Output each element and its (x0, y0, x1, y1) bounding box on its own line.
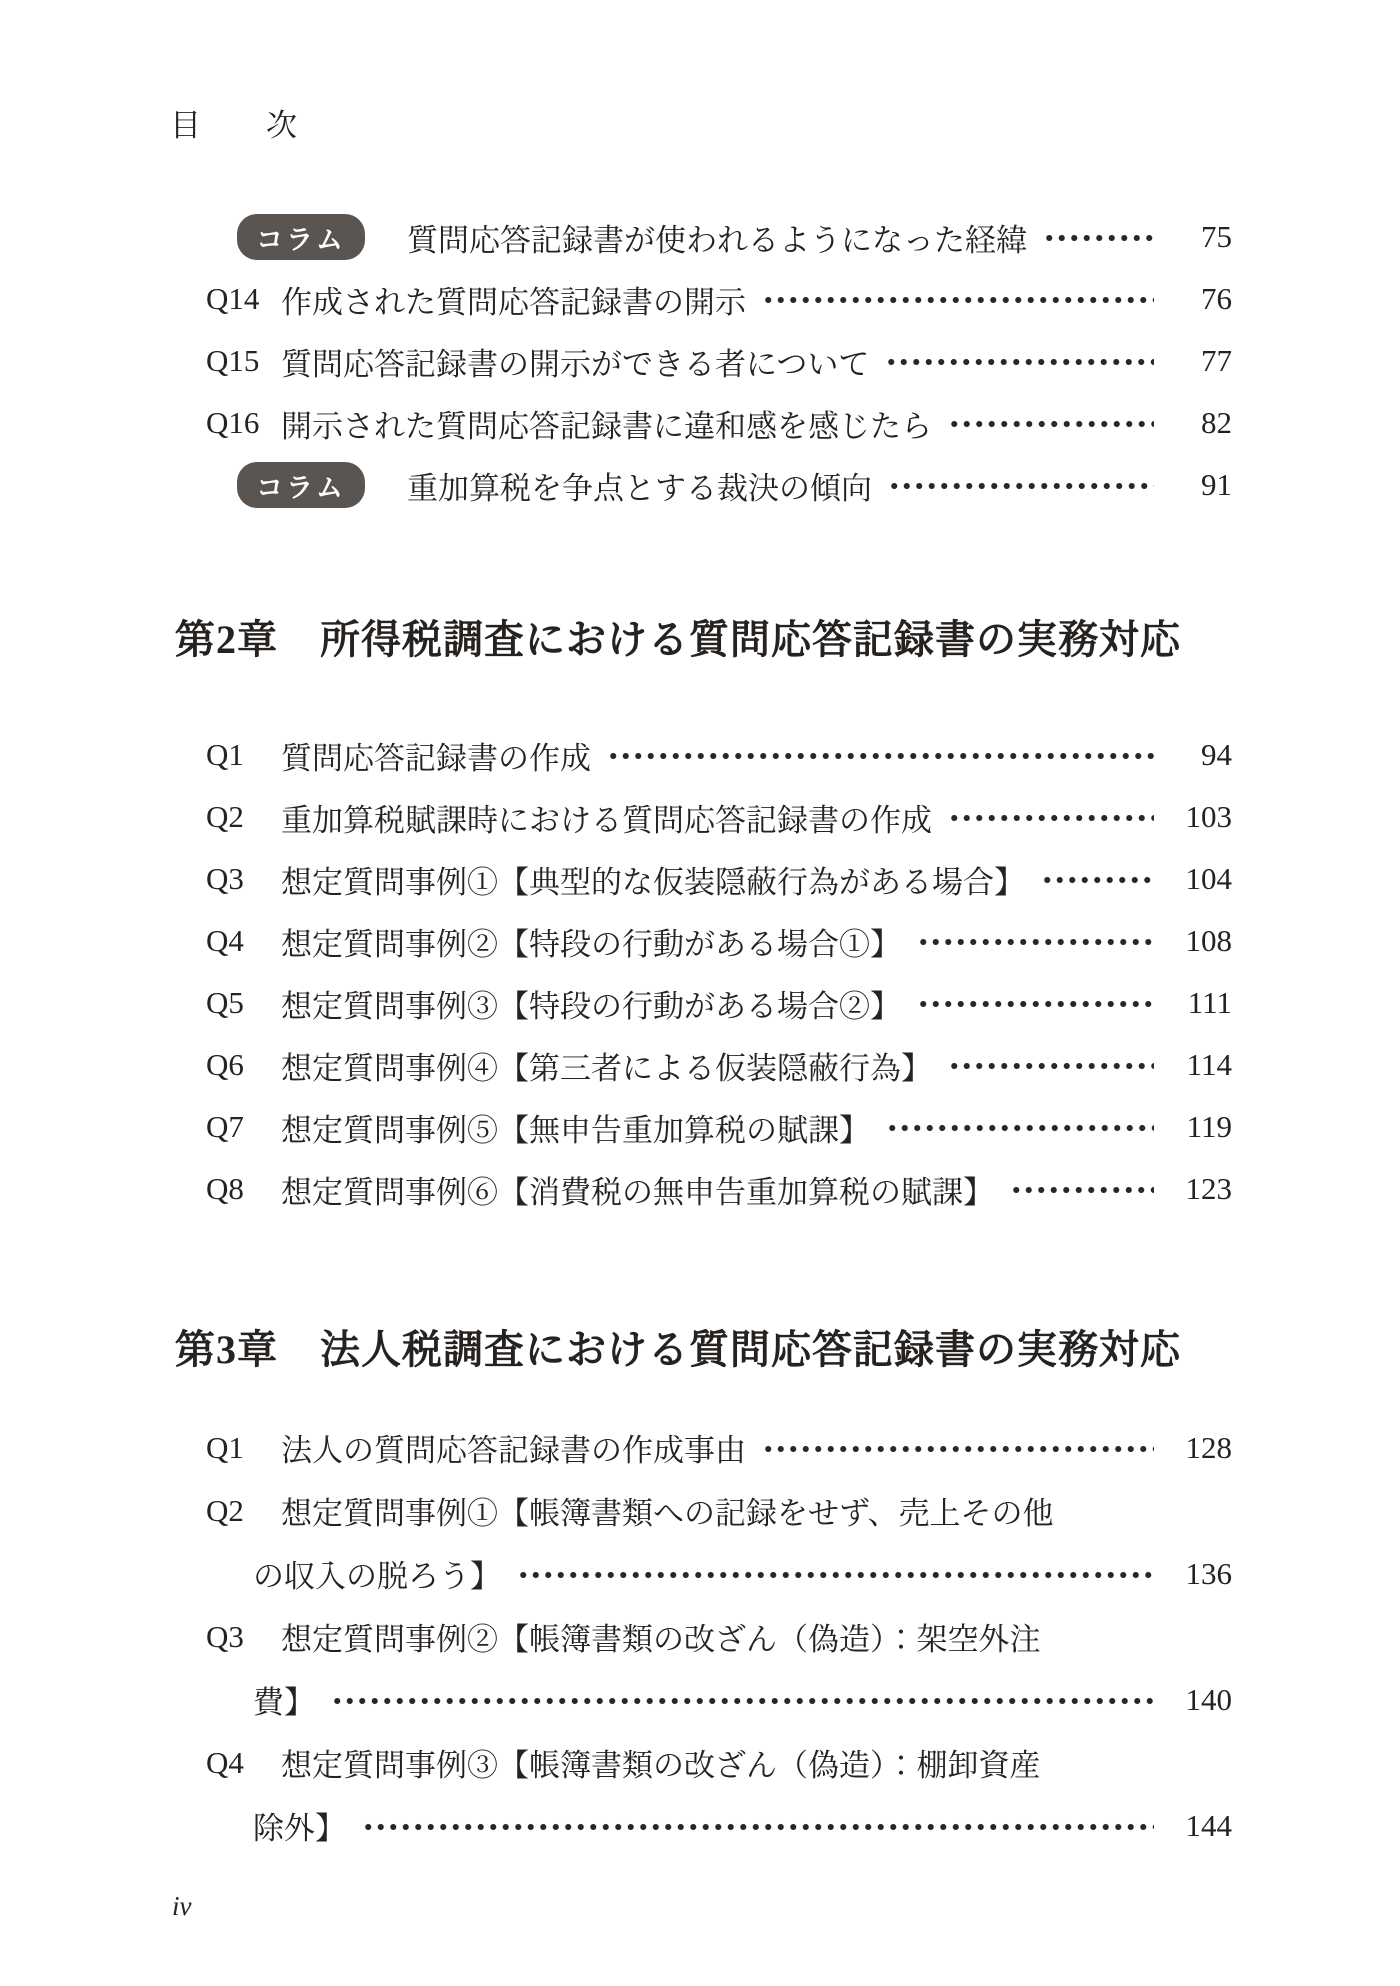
dot-leader (331, 1696, 1154, 1706)
dot-leader (1041, 875, 1154, 885)
entry-title: 想定質問事例⑤【無申告重加算税の賦課】 (281, 1112, 870, 1148)
chapter-title: 所得税調査における質問応答記録書の実務対応 (320, 617, 1181, 662)
toc-section-1 (170, 206, 1232, 516)
entry-title: 開示された質問応答記録書に違和感を感じたら (281, 408, 932, 444)
entry-page: 114 (1186, 1047, 1232, 1082)
entry-page: 108 (1185, 923, 1232, 958)
entry-number: Q2 (206, 1492, 244, 1528)
chapter-heading (175, 618, 1232, 662)
dot-leader (362, 1822, 1154, 1832)
entry-number: Q4 (206, 1744, 244, 1780)
entry-title: 想定質問事例③【帳簿書類の改ざん（偽造）：棚卸資産 (281, 1748, 1041, 1783)
toc-entry (170, 330, 1232, 392)
entry-number: Q3 (206, 1618, 244, 1654)
dot-leader (885, 357, 1154, 367)
dot-leader (948, 1061, 1154, 1071)
continuation-line: 除外】 (253, 1811, 346, 1846)
entry-number: Q15 (206, 343, 260, 378)
entry-page: 91 (1201, 467, 1232, 502)
column-badge: コラム (237, 462, 365, 508)
toc-entry (170, 910, 1232, 972)
entry-page: 144 (1185, 1807, 1232, 1843)
toc-entry-continuation (170, 1668, 1232, 1731)
entry-title: 想定質問事例①【典型的な仮装隠蔽行為がある場合】 (281, 864, 1025, 900)
entry-page: 76 (1201, 281, 1232, 316)
entry-title: 想定質問事例④【第三者による仮装隠蔽行為】 (281, 1050, 932, 1086)
entry-title: 想定質問事例②【特段の行動がある場合①】 (281, 926, 901, 962)
dot-leader (517, 1570, 1154, 1580)
entry-title: 質問応答記録書の開示ができる者について (281, 346, 870, 382)
toc-entry (170, 206, 1232, 268)
entry-title: 重加算税を争点とする裁決の傾向 (407, 470, 872, 506)
entry-title: 法人の質問応答記録書の作成事由 (281, 1433, 746, 1468)
dot-leader (917, 999, 1154, 1009)
continuation-line: の収入の脱ろう】 (253, 1559, 501, 1594)
entry-page: 123 (1185, 1171, 1232, 1206)
entry-number: Q7 (206, 1109, 244, 1144)
entry-page: 103 (1185, 799, 1232, 834)
dot-leader (948, 419, 1154, 429)
toc-entry (170, 1096, 1232, 1158)
dot-leader (888, 481, 1154, 491)
entry-number: Q3 (206, 861, 244, 896)
entry-page: 77 (1201, 343, 1232, 378)
toc-header: 目 次 (170, 108, 298, 143)
toc-section-chapter2 (170, 724, 1232, 1220)
entry-number: Q1 (206, 737, 244, 772)
entry-number: Q5 (206, 985, 244, 1020)
entry-title: 質問応答記録書が使われるようになった経緯 (407, 222, 1027, 258)
entry-number: Q1 (206, 1429, 244, 1465)
toc-entry (170, 454, 1232, 516)
entry-page: 104 (1185, 861, 1232, 896)
chapter-title: 法人税調査における質問応答記録書の実務対応 (320, 1327, 1181, 1372)
toc-entry (170, 972, 1232, 1034)
dot-leader (886, 1123, 1154, 1133)
toc-entry (170, 1158, 1232, 1220)
entry-page: 128 (1185, 1429, 1232, 1465)
dot-leader (1010, 1185, 1154, 1195)
entry-number: Q8 (206, 1171, 244, 1206)
entry-page: 94 (1201, 737, 1232, 772)
entry-page: 111 (1187, 985, 1232, 1020)
dot-leader (1043, 233, 1154, 243)
footer-page-number: iv (172, 1891, 192, 1921)
continuation-line: 費】 (253, 1685, 315, 1720)
entry-page: 140 (1185, 1681, 1232, 1717)
toc-entry (170, 1731, 1232, 1794)
chapter-heading (175, 1328, 1232, 1372)
dot-leader (762, 1444, 1154, 1454)
entry-page: 82 (1201, 405, 1232, 440)
entry-title: 想定質問事例①【帳簿書類への記録をせず、売上その他 (281, 1496, 1054, 1531)
entry-page: 136 (1185, 1555, 1232, 1591)
toc-entry (170, 1034, 1232, 1096)
dot-leader (762, 295, 1154, 305)
toc-entry (170, 1479, 1232, 1542)
entry-number: Q4 (206, 923, 244, 958)
entry-title: 想定質問事例③【特段の行動がある場合②】 (281, 988, 901, 1024)
entry-title: 想定質問事例②【帳簿書類の改ざん（偽造）：架空外注 (281, 1622, 1041, 1657)
toc-entry-continuation (170, 1542, 1232, 1605)
toc-entry (170, 724, 1232, 786)
toc-entry (170, 1605, 1232, 1668)
toc-entry (170, 848, 1232, 910)
entry-title: 重加算税賦課時における質問応答記録書の作成 (281, 802, 932, 838)
entry-title: 想定質問事例⑥【消費税の無申告重加算税の賦課】 (281, 1174, 994, 1210)
toc-section-chapter3 (170, 1416, 1232, 1857)
entry-page: 119 (1186, 1109, 1232, 1144)
toc-entry (170, 268, 1232, 330)
entry-page: 75 (1201, 219, 1232, 254)
dot-leader (917, 937, 1154, 947)
dot-leader (948, 813, 1154, 823)
entry-title: 質問応答記録書の作成 (281, 740, 591, 776)
entry-title: 作成された質問応答記録書の開示 (281, 284, 746, 320)
entry-number: Q16 (206, 405, 260, 440)
column-badge: コラム (237, 214, 365, 260)
toc-entry (170, 786, 1232, 848)
entry-number: Q6 (206, 1047, 244, 1082)
toc-entry (170, 1416, 1232, 1479)
entry-number: Q14 (206, 281, 260, 316)
chapter-number: 第3章 (175, 1327, 278, 1372)
chapter-number: 第2章 (175, 617, 278, 662)
dot-leader (607, 751, 1154, 761)
toc-entry (170, 392, 1232, 454)
entry-number: Q2 (206, 799, 244, 834)
toc-entry-continuation (170, 1794, 1232, 1857)
